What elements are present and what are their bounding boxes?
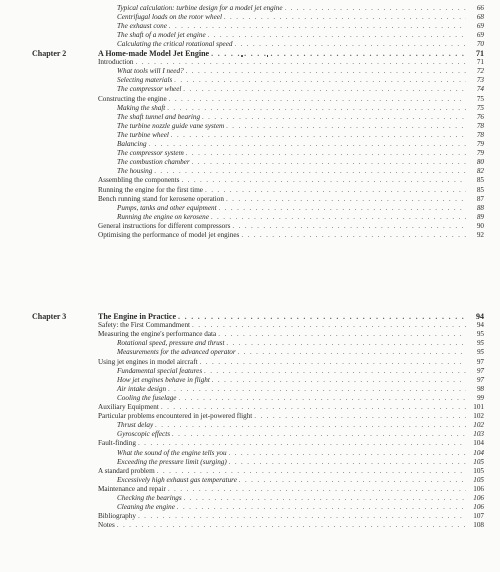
entry-title: Checking the bearings <box>117 494 182 502</box>
entry-title: Constructing the engine <box>98 94 167 103</box>
dot-leader <box>226 122 466 131</box>
page-number: 106 <box>473 494 484 502</box>
subsection-entry[interactable] <box>117 421 484 430</box>
subsection-entry[interactable] <box>117 503 484 512</box>
chapter-label: Chapter 2 <box>32 49 67 58</box>
dot-leader <box>205 186 466 195</box>
page-number: 90 <box>476 221 484 230</box>
section-entry[interactable] <box>98 330 484 339</box>
entry-title: Measurements for the advanced operator <box>117 348 236 357</box>
page-number: 68 <box>476 13 484 22</box>
section-entry[interactable] <box>98 412 484 421</box>
subsection-entry[interactable] <box>117 131 484 140</box>
dot-leader <box>181 176 466 185</box>
dot-leader <box>239 476 466 485</box>
subsection-entry[interactable] <box>117 31 484 40</box>
dot-leader <box>241 231 466 240</box>
dot-leader <box>138 512 466 521</box>
page-number: 99 <box>476 393 484 402</box>
entry-title: General instructions for different compressors <box>98 221 231 230</box>
section-entry[interactable] <box>98 358 484 367</box>
page-number: 78 <box>476 130 484 139</box>
dot-leader <box>226 195 466 204</box>
subsection-entry[interactable] <box>117 385 484 394</box>
chapter-title-entry[interactable] <box>98 49 484 58</box>
entry-title: Running the engine for the first time <box>98 185 203 194</box>
entry-title: Particular problems encountered in jet-powered flight <box>98 412 253 421</box>
dot-leader <box>169 95 466 104</box>
subsection-entry[interactable] <box>117 158 484 167</box>
dot-leader <box>168 385 466 394</box>
dot-leader <box>161 403 466 412</box>
page-number: 103 <box>473 430 484 439</box>
entry-title: Safety: the First Commandment <box>98 321 191 330</box>
section-entry[interactable] <box>98 521 484 530</box>
page-number: 97 <box>476 375 484 384</box>
entry-title: The Engine in Practice <box>98 312 176 321</box>
page-number: 69 <box>476 31 484 40</box>
entry-title: Auxiliary Equipment <box>98 403 159 411</box>
dot-leader <box>202 113 466 122</box>
dot-leader <box>178 312 466 321</box>
section-entry[interactable] <box>98 186 484 195</box>
dot-leader <box>172 430 466 439</box>
entry-title: Typical calculation: turbine design for a model jet engine <box>117 4 283 12</box>
subsection-entry[interactable] <box>117 4 484 13</box>
subsection-entry[interactable] <box>117 376 484 385</box>
section-entry[interactable] <box>98 467 484 476</box>
page-number: 70 <box>476 40 484 49</box>
page-number: 105 <box>473 457 484 466</box>
chapter-title-entry[interactable] <box>98 312 484 321</box>
page-number: 95 <box>476 330 484 339</box>
entry-title: Calculating the critical rotational speed <box>117 40 233 49</box>
dot-leader <box>117 521 466 530</box>
dot-leader <box>157 467 466 476</box>
entry-title: Measuring the engine's performance data <box>98 330 217 339</box>
dot-leader <box>204 367 466 376</box>
page-number: 87 <box>476 194 484 203</box>
page-number: 79 <box>476 149 484 158</box>
entry-title: How jet engines behave in flight <box>117 375 210 384</box>
entry-title: Bench running stand for kerosene operation <box>98 194 224 203</box>
entry-title: Centrifugal loads on the rotor wheel <box>117 13 222 22</box>
section-entry[interactable] <box>98 58 484 67</box>
page-number: 94 <box>476 312 484 321</box>
page-number: 101 <box>473 403 484 411</box>
dot-leader <box>169 22 466 31</box>
entry-title: The shaft tunnel and bearing <box>117 112 201 121</box>
entry-title: What tools will I need? <box>117 67 184 76</box>
subsection-entry[interactable] <box>117 476 484 485</box>
page-number: 85 <box>476 185 484 194</box>
section-entry[interactable] <box>98 222 484 231</box>
subsection-entry[interactable] <box>117 167 484 176</box>
page-number: 97 <box>476 366 484 375</box>
dot-leader <box>184 494 466 503</box>
page-number: 74 <box>476 85 484 94</box>
dot-leader <box>136 58 466 67</box>
entry-title: Exceeding the pressure limit (surging) <box>117 457 227 466</box>
entry-title: Air intake design <box>117 384 167 393</box>
entry-title: Notes <box>98 521 115 530</box>
entry-title: Rotational speed, pressure and thrust <box>117 339 225 348</box>
dot-leader <box>211 49 466 58</box>
entry-title: Maintenance and repair <box>98 484 166 493</box>
dot-leader <box>174 76 466 85</box>
entry-title: Excessively high exhaust gas temperature <box>117 475 237 484</box>
entry-title: Gyroscopic effects <box>117 430 171 439</box>
dot-leader <box>219 204 466 213</box>
dot-leader <box>208 31 466 40</box>
page-number: 66 <box>476 4 484 12</box>
dot-leader <box>229 449 466 458</box>
subsection-entry[interactable] <box>117 140 484 149</box>
subsection-entry[interactable] <box>117 348 484 357</box>
subsection-entry[interactable] <box>117 494 484 503</box>
dot-leader <box>232 222 466 231</box>
subsection-entry[interactable] <box>117 449 484 458</box>
dot-leader <box>211 213 466 222</box>
subsection-entry[interactable] <box>117 22 484 31</box>
print-speck <box>241 55 243 57</box>
dot-leader <box>167 104 466 113</box>
dot-leader <box>177 503 466 512</box>
chapter-label: Chapter 3 <box>32 312 67 321</box>
dot-leader <box>224 13 466 22</box>
subsection-entry[interactable] <box>117 430 484 439</box>
subsection-entry[interactable] <box>117 149 484 158</box>
page-number: 82 <box>476 167 484 176</box>
entry-title: The exhaust cone <box>117 22 167 31</box>
section-entry[interactable] <box>98 439 484 448</box>
page-number: 85 <box>476 176 484 185</box>
entry-title: Fault-finding <box>98 439 136 448</box>
section-entry[interactable] <box>98 176 484 185</box>
entry-title: Bibliography <box>98 512 136 521</box>
entry-title: The compressor wheel <box>117 85 182 94</box>
dot-leader <box>183 85 466 94</box>
page-number: 106 <box>473 503 484 512</box>
page-number: 69 <box>476 22 484 31</box>
dot-leader <box>149 140 466 149</box>
section-entry[interactable] <box>98 321 484 330</box>
page-number: 106 <box>473 484 484 493</box>
entry-title: The turbine wheel <box>117 130 169 139</box>
subsection-entry[interactable] <box>117 85 484 94</box>
page-number: 78 <box>476 121 484 130</box>
entry-title: Fundamental special features <box>117 366 203 375</box>
entry-title: Assembling the components <box>98 176 180 185</box>
page-number: 75 <box>476 94 484 103</box>
page-number: 92 <box>476 231 484 239</box>
page-number: 80 <box>476 158 484 167</box>
subsection-entry[interactable] <box>117 104 484 113</box>
entry-title: A standard problem <box>98 466 155 475</box>
dot-leader <box>138 439 466 448</box>
dot-leader <box>186 149 466 158</box>
page-number: 107 <box>473 512 484 521</box>
dot-leader <box>285 4 466 13</box>
entry-title: Cooling the fuselage <box>117 393 177 402</box>
page-number: 95 <box>476 339 484 348</box>
entry-title: A Home-made Model Jet Engine <box>98 49 210 58</box>
subsection-entry[interactable] <box>117 76 484 85</box>
dot-leader <box>254 412 466 421</box>
dot-leader <box>171 131 466 140</box>
print-speck <box>267 55 268 57</box>
entry-title: Optimising the performance of model jet engines <box>98 231 240 239</box>
page-number: 72 <box>476 67 484 76</box>
page-number: 108 <box>473 521 484 530</box>
page-number: 73 <box>476 76 484 85</box>
page-number: 71 <box>476 49 484 58</box>
page-number: 79 <box>476 140 484 148</box>
page-number: 75 <box>476 103 484 112</box>
section-entry[interactable] <box>98 403 484 412</box>
section-entry[interactable] <box>98 231 484 240</box>
page-number: 105 <box>473 475 484 484</box>
dot-leader <box>179 394 467 403</box>
dot-leader <box>155 421 466 430</box>
subsection-entry[interactable] <box>117 67 484 76</box>
entry-title: Running the engine on kerosene <box>117 212 209 221</box>
subsection-entry[interactable] <box>117 458 484 467</box>
subsection-entry[interactable] <box>117 122 484 131</box>
page-number: 97 <box>476 357 484 366</box>
entry-title: The compressor system <box>117 149 184 158</box>
subsection-entry[interactable] <box>117 394 484 403</box>
dot-leader <box>186 67 466 76</box>
entry-title: The housing <box>117 167 153 176</box>
section-entry[interactable] <box>98 95 484 104</box>
page-number: 104 <box>473 448 484 457</box>
dot-leader <box>192 321 466 330</box>
dot-leader <box>229 458 466 467</box>
section-entry[interactable] <box>98 512 484 521</box>
dot-leader <box>212 376 466 385</box>
page-number: 89 <box>476 212 484 221</box>
entry-title: The shaft of a model jet engine <box>117 31 206 40</box>
page-number: 71 <box>476 58 484 67</box>
dot-leader <box>238 348 466 357</box>
dot-leader <box>192 158 466 167</box>
page-number: 98 <box>476 384 484 393</box>
page-number: 76 <box>476 112 484 121</box>
subsection-entry[interactable] <box>117 339 484 348</box>
entry-title: The turbine nozzle guide vane system <box>117 121 225 130</box>
entry-title: Making the shaft <box>117 103 166 112</box>
section-entry[interactable] <box>98 195 484 204</box>
entry-title: Selecting materials <box>117 76 173 85</box>
page-number: 102 <box>473 412 484 421</box>
page-number: 102 <box>473 421 484 430</box>
page-number: 95 <box>476 348 484 357</box>
subsection-entry[interactable] <box>117 204 484 213</box>
entry-title: Thrust delay <box>117 421 154 430</box>
entry-title: Introduction <box>98 58 134 67</box>
entry-title: What the sound of the engine tells you <box>117 448 227 457</box>
entry-title: Cleaning the engine <box>117 503 175 512</box>
page-number: 88 <box>476 203 484 212</box>
entry-title: Balancing <box>117 140 147 148</box>
entry-title: Using jet engines in model aircraft <box>98 357 198 366</box>
section-entry[interactable] <box>98 485 484 494</box>
entry-title: Pumps, tanks and other equipment <box>117 203 217 212</box>
subsection-entry[interactable] <box>117 13 484 22</box>
entry-title: The combustion chamber <box>117 158 190 167</box>
dot-leader <box>154 167 466 176</box>
page-number: 105 <box>473 466 484 475</box>
subsection-entry[interactable] <box>117 113 484 122</box>
dot-leader <box>200 358 466 367</box>
page-number: 94 <box>476 321 484 330</box>
dot-leader <box>218 330 466 339</box>
dot-leader <box>226 339 466 348</box>
dot-leader <box>168 485 466 494</box>
page-number: 104 <box>473 439 484 448</box>
subsection-entry[interactable] <box>117 213 484 222</box>
subsection-entry[interactable] <box>117 367 484 376</box>
